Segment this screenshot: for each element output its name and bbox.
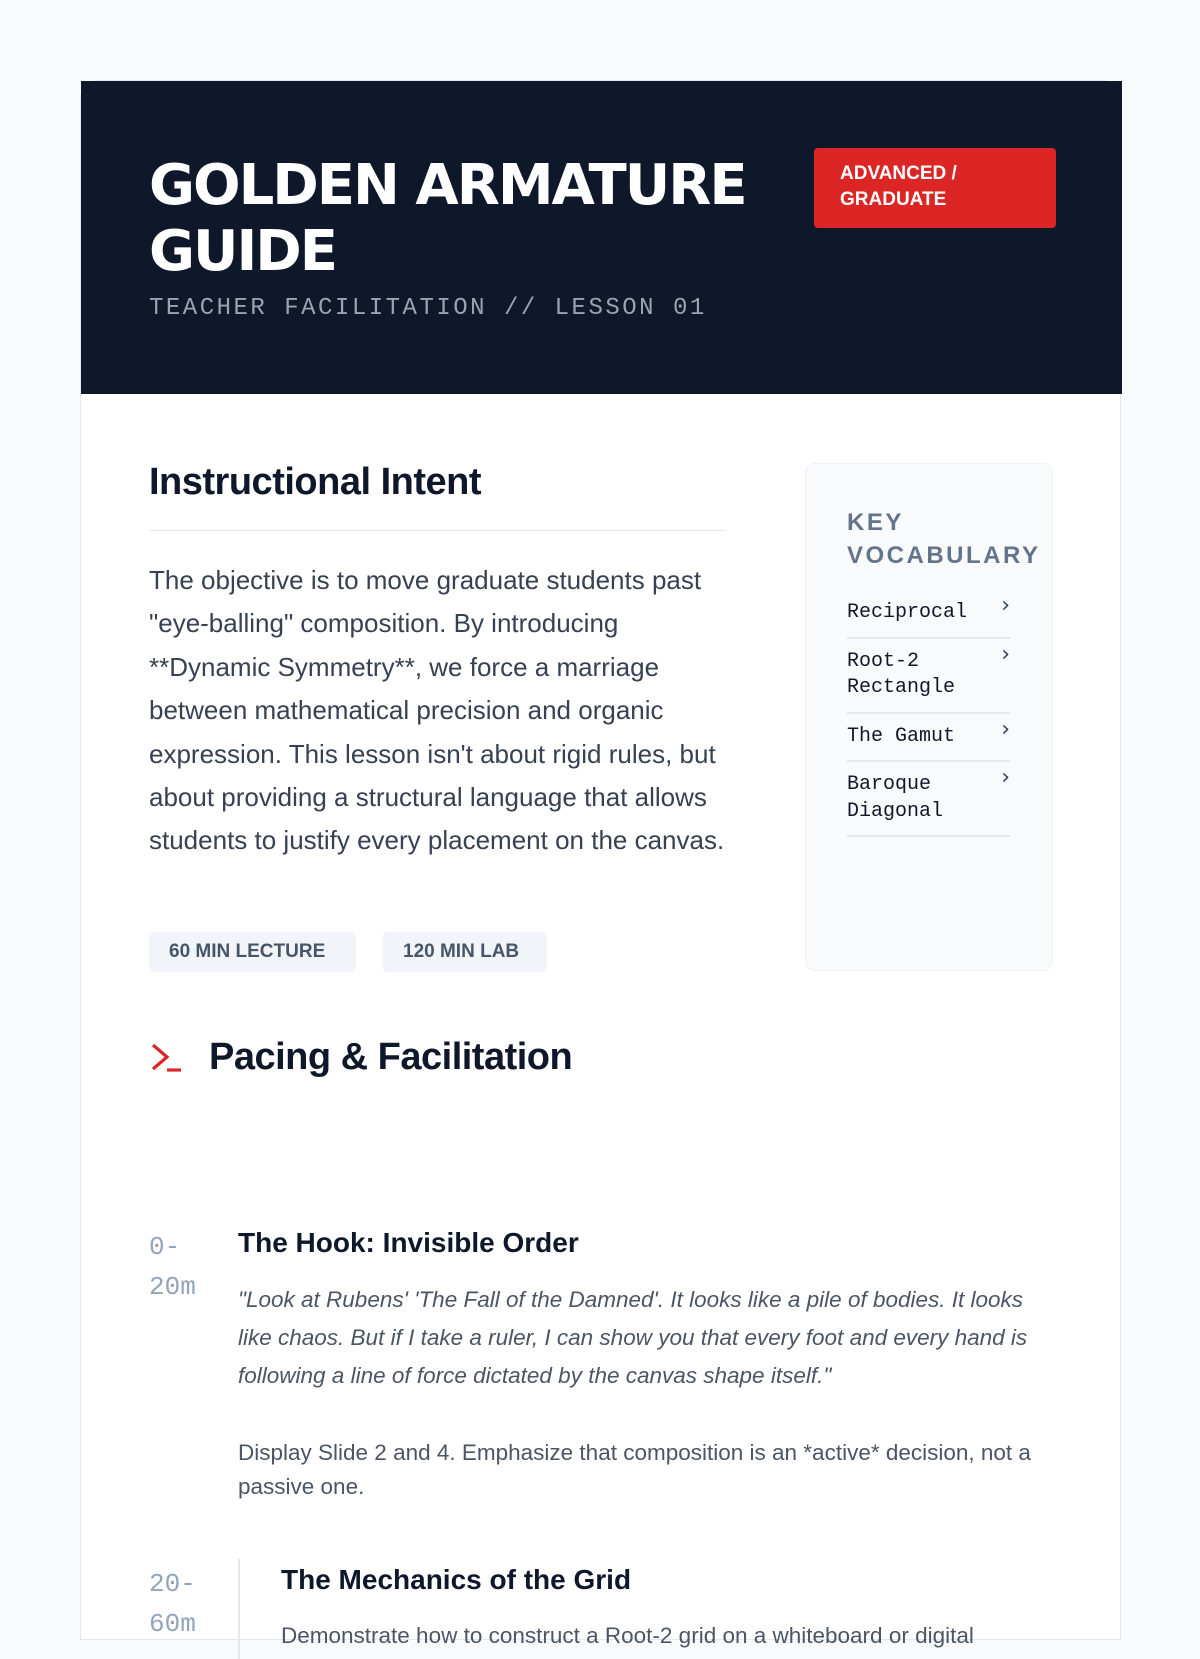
duration-pill-lab: 120 MIN LAB (383, 932, 547, 972)
instructional-intent-heading: Instructional Intent (149, 461, 481, 503)
page-title: GOLDEN ARMATURE GUIDE (149, 153, 746, 284)
pacing-heading: Pacing & Facilitation (209, 1036, 573, 1078)
segment-title: The Mechanics of the Grid (281, 1564, 632, 1595)
instructional-intent-text: The objective is to move graduate students past "eye-balling" composition. By introducing **Dynamic Symmetry**, we force a marriage between mathematical precision and organic expression. This lesson isn't about rigid rules, but about providing a structural language that allows students to justify every placement on the canvas. (149, 565, 725, 856)
level-badge: ADVANCED / GRADUATE (814, 148, 1056, 228)
segment-note: Display Slide 2 and 4. Emphasize that composition is an *active* decision, not a passive one. (238, 1440, 1031, 1499)
segment-quote: "Look at Rubens' 'The Fall of the Damned'. It looks like a pile of bodies. It looks like chaos. But if I take a ruler, I can show you that every foot and every hand is following a line of force dictated by the canvas shape itself." (238, 1287, 1028, 1388)
lesson-header (81, 81, 1122, 394)
heading-divider (149, 530, 726, 531)
segment-time: 20- 60m (149, 1569, 196, 1639)
chevron-right-icon: › (1001, 716, 1010, 742)
vocab-item-label: Baroque Diagonal (847, 773, 944, 823)
vocab-item-root-2-rectangle[interactable] (847, 639, 1010, 714)
segment-time: 0- 20m (149, 1232, 196, 1302)
vocabulary-list (847, 590, 1010, 837)
vocab-item-reciprocal[interactable] (847, 590, 1010, 639)
duration-pill-lecture: 60 MIN LECTURE (149, 932, 356, 972)
vocab-item-the-gamut[interactable] (847, 714, 1010, 763)
segment-note: Demonstrate how to construct a Root-2 grid on a whiteboard or digital (281, 1623, 974, 1648)
lesson-subtitle: TEACHER FACILITATION // LESSON 01 (149, 295, 707, 322)
lesson-card (80, 80, 1121, 1648)
vocab-item-label: Reciprocal (847, 601, 968, 624)
terminal-prompt-icon (149, 1039, 185, 1079)
chevron-right-icon: › (1001, 765, 1010, 790)
key-vocabulary-panel (805, 463, 1053, 971)
timeline-line (238, 1559, 240, 1659)
chevron-right-icon: › (1001, 593, 1010, 618)
key-vocabulary-title: KEY VOCABULARY (847, 509, 1041, 569)
chevron-right-icon: › (1001, 641, 1010, 667)
vocab-item-label: The Gamut (847, 724, 956, 748)
vocab-item-baroque-diagonal[interactable] (847, 762, 1010, 837)
vocab-item-label: Root-2 Rectangle (847, 649, 956, 699)
segment-title: The Hook: Invisible Order (238, 1227, 579, 1258)
